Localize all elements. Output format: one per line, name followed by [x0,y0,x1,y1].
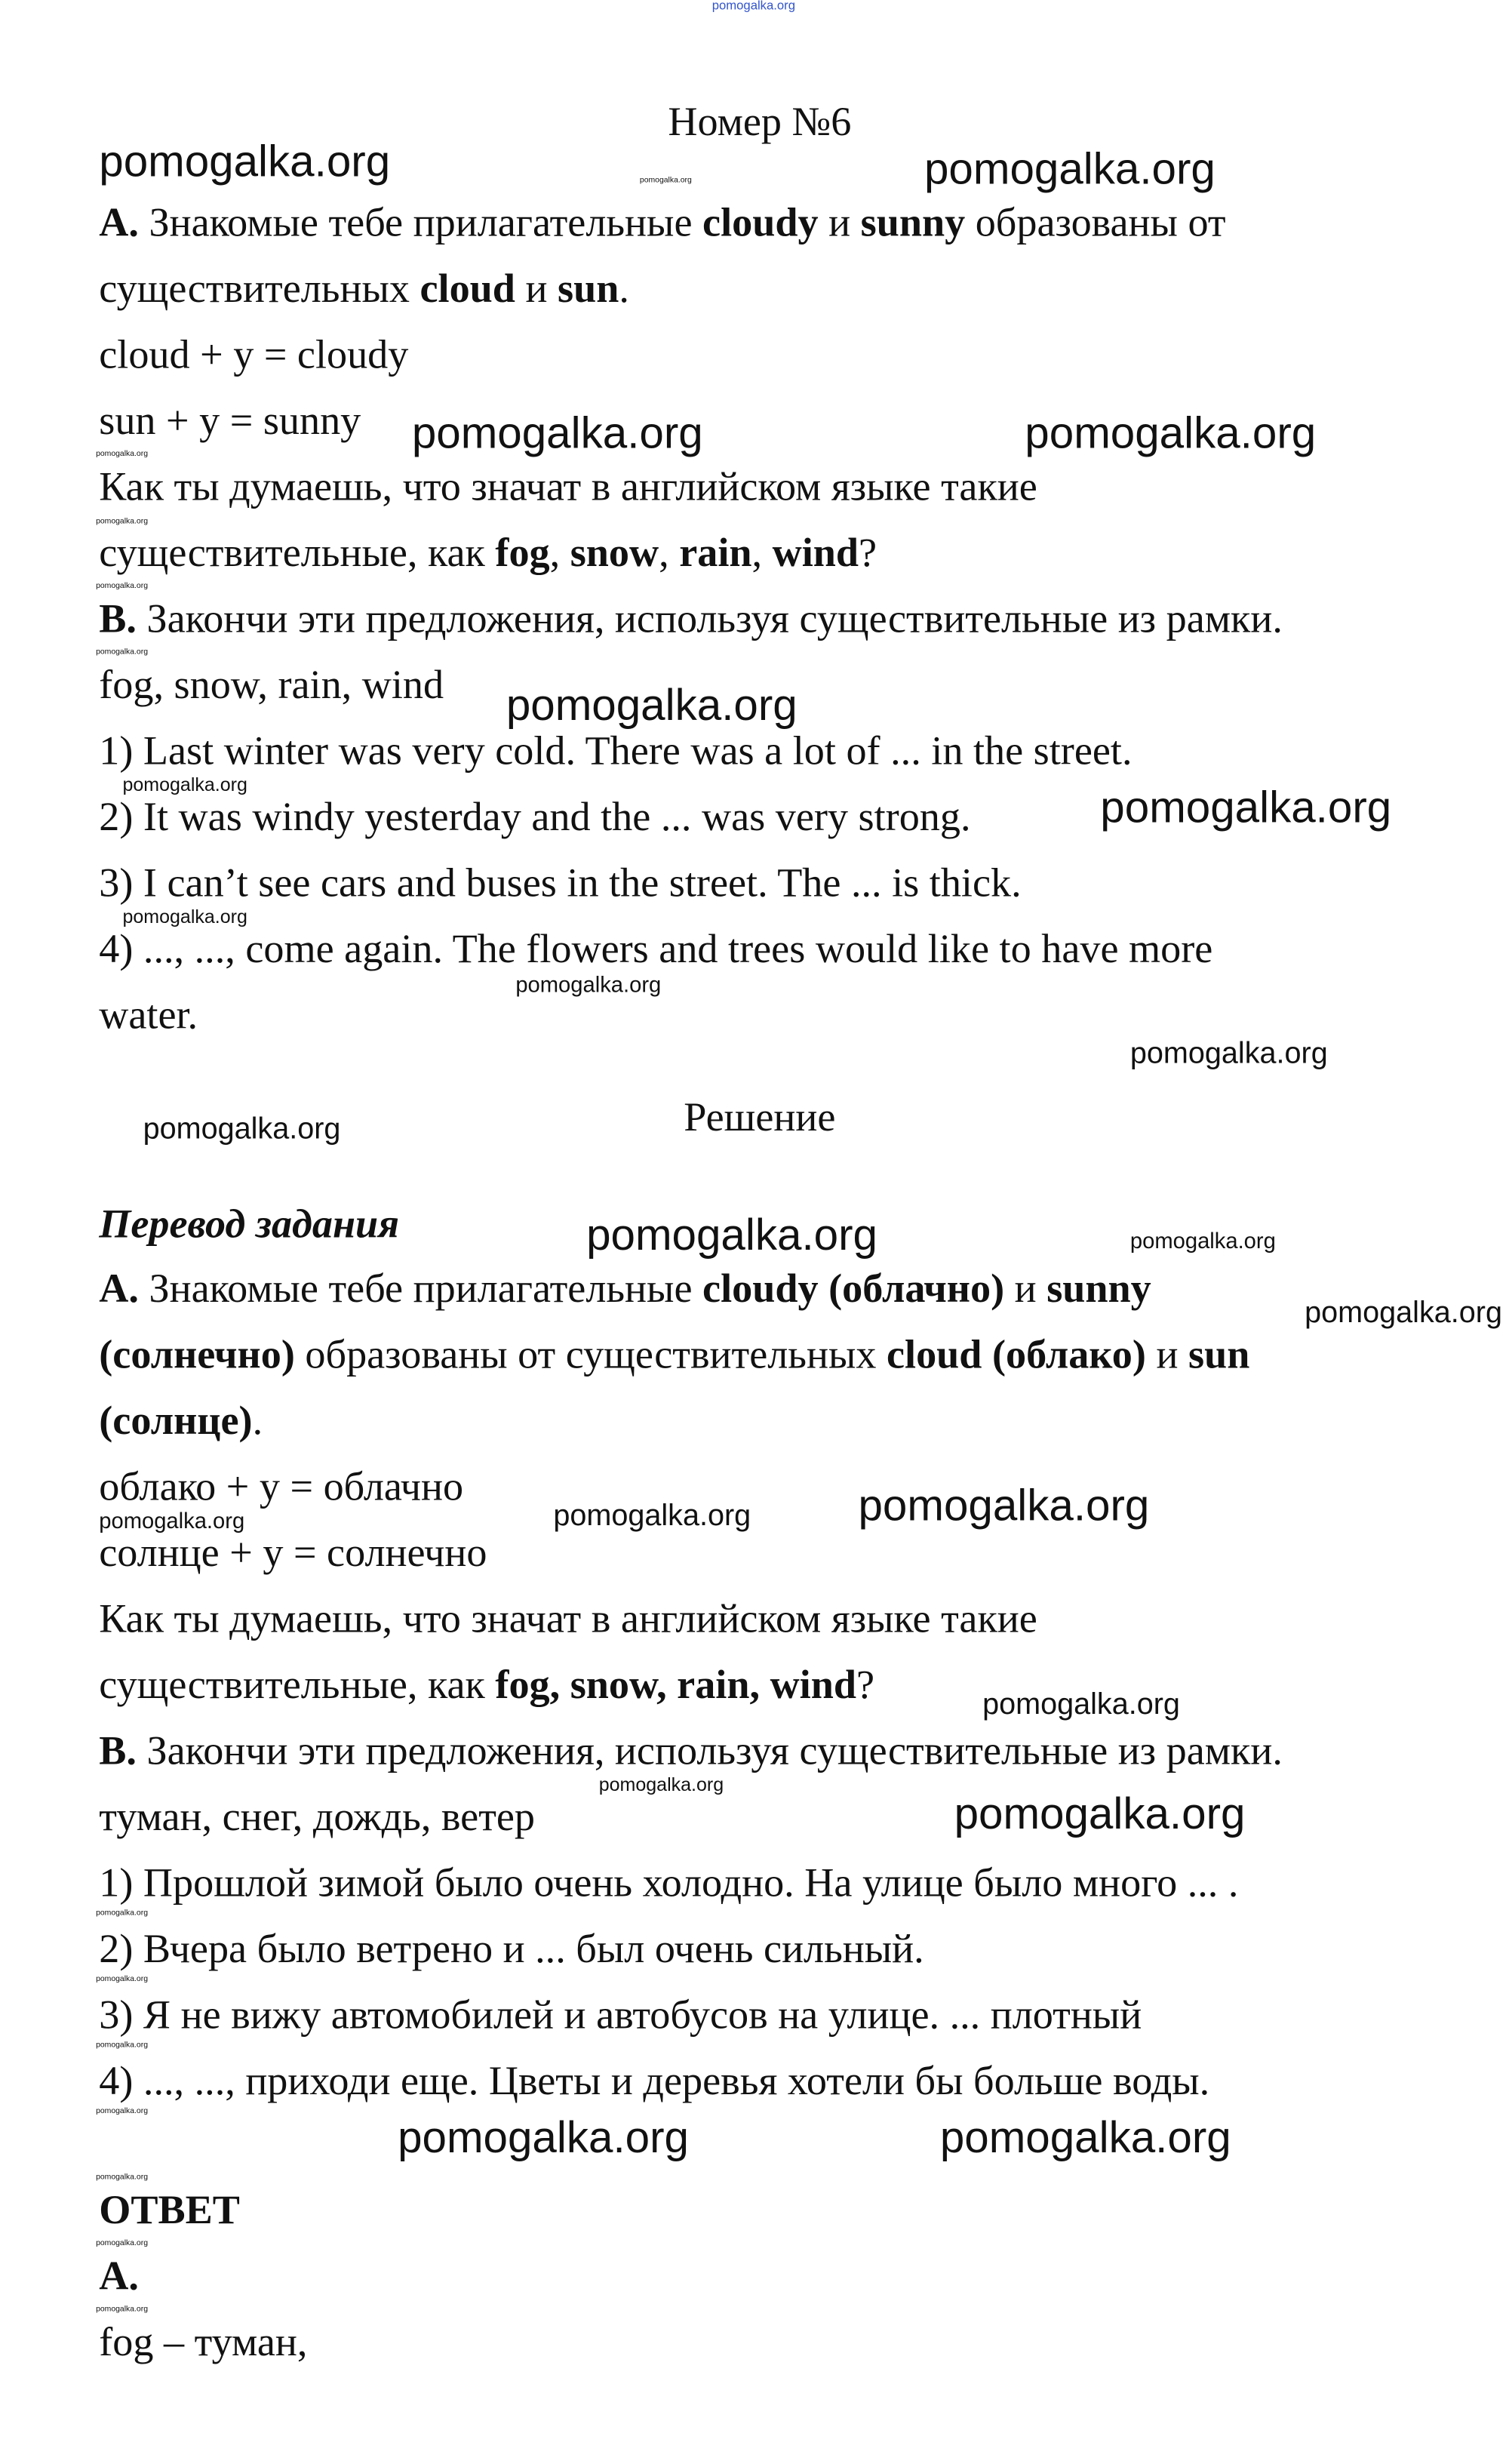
watermark: pomogalka.org [1129,1037,1328,1071]
watermark: pomogalka.org [96,1909,148,1918]
task-line: 3) I can’t see cars and buses in the street. The ... is thick. [99,860,1022,906]
task-line: 1) Last winter was very cold. There was a lot of ... in the street. [99,728,1133,774]
task-line: существительных cloud и sun. [99,266,629,312]
watermark: pomogalka.org [96,2305,148,2315]
watermark: pomogalka.org [639,176,692,186]
watermark: pomogalka.org [982,1688,1180,1722]
watermark: pomogalka.org [858,1481,1150,1530]
watermark: pomogalka.org [96,2041,148,2050]
translation-line: (солнечно) образованы от существительных cloud (облако) и sun [99,1331,1250,1377]
translation-line: солнце + y = солнечно [99,1530,487,1576]
watermark: pomogalka.org [96,1974,148,1985]
translation-line: (солнце). [99,1398,263,1444]
solution-heading: Решение [684,1094,836,1140]
task-line: A. Знакомые тебе прилагательные cloudy и sunny образованы от [99,199,1226,245]
watermark: pomogalka.org [96,2106,148,2117]
watermark: pomogalka.org [122,773,247,796]
task-line: water. [99,992,198,1038]
translation-line: 3) Я не вижу автомобилей и автобусов на улице. ... плотный [99,1992,1142,2038]
watermark: pomogalka.org [143,1112,341,1146]
translation-line: существительные, как fog, snow, rain, wind? [99,1662,875,1708]
watermark: pomogalka.org [411,408,703,458]
page-title: Номер №6 [668,99,852,145]
watermark: pomogalka.org [1100,783,1392,832]
watermark: pomogalka.org [586,1210,877,1260]
translation-line: 4) ..., ..., приходи еще. Цветы и деревья хотели бы больше воды. [99,2058,1210,2104]
translation-line: 1) Прошлой зимой было очень холодно. На улице было много ... . [99,1860,1239,1906]
task-line: sun + y = sunny [99,398,361,444]
task-line: существительные, как fog, snow, rain, wind? [99,530,877,576]
translation-line: облако + y = облачно [99,1463,464,1509]
watermark: pomogalka.org [99,137,391,186]
watermark: pomogalka.org [398,2112,689,2162]
watermark: pomogalka.org [515,971,662,997]
answer-line: fog – туман, [99,2318,308,2365]
translation-line: A. Знакомые тебе прилагательные cloudy (облачно) и sunny [99,1266,1151,1312]
watermark: pomogalka.org [954,1789,1246,1838]
watermark: pomogalka.org [96,517,148,527]
watermark: pomogalka.org [96,449,148,460]
watermark: pomogalka.org [122,905,247,928]
watermark: pomogalka.org [99,1507,245,1533]
watermark: pomogalka.org [924,144,1215,194]
task-line: B. Закончи эти предложения, используя существительные из рамки. [99,595,1283,641]
task-line: fog, snow, rain, wind [99,662,444,708]
watermark: pomogalka.org [1025,408,1317,458]
watermark: pomogalka.org [553,1500,751,1533]
answer-heading: ОТВЕТ [99,2186,240,2233]
translation-line: туман, снег, дождь, ветер [99,1794,536,1840]
watermark: pomogalka.org [939,2112,1231,2162]
watermark: pomogalka.org [1129,1228,1276,1254]
translation-heading: Перевод задания [99,1201,400,1247]
watermark: pomogalka.org [506,681,798,730]
watermark: pomogalka.org [96,648,148,657]
watermark: pomogalka.org [96,2238,148,2249]
watermark-top: pomogalka.org [711,0,795,13]
task-line: cloud + y = cloudy [99,331,409,377]
watermark: pomogalka.org [598,1773,724,1796]
task-line: Как ты думаешь, что значат в английском языке такие [99,463,1037,509]
translation-line: 2) Вчера было ветрено и ... был очень сильный. [99,1926,924,1972]
task-line: 4) ..., ..., come again. The flowers and trees would like to have more [99,926,1213,972]
watermark: pomogalka.org [1305,1297,1503,1330]
watermark: pomogalka.org [96,2173,148,2183]
translation-line: Как ты думаешь, что значат в английском языке такие [99,1595,1037,1641]
answer-part: A. [99,2253,139,2299]
task-line: 2) It was windy yesterday and the ... was very strong. [99,794,971,840]
watermark: pomogalka.org [96,581,148,592]
translation-line: B. Закончи эти предложения, используя существительные из рамки. [99,1727,1283,1773]
